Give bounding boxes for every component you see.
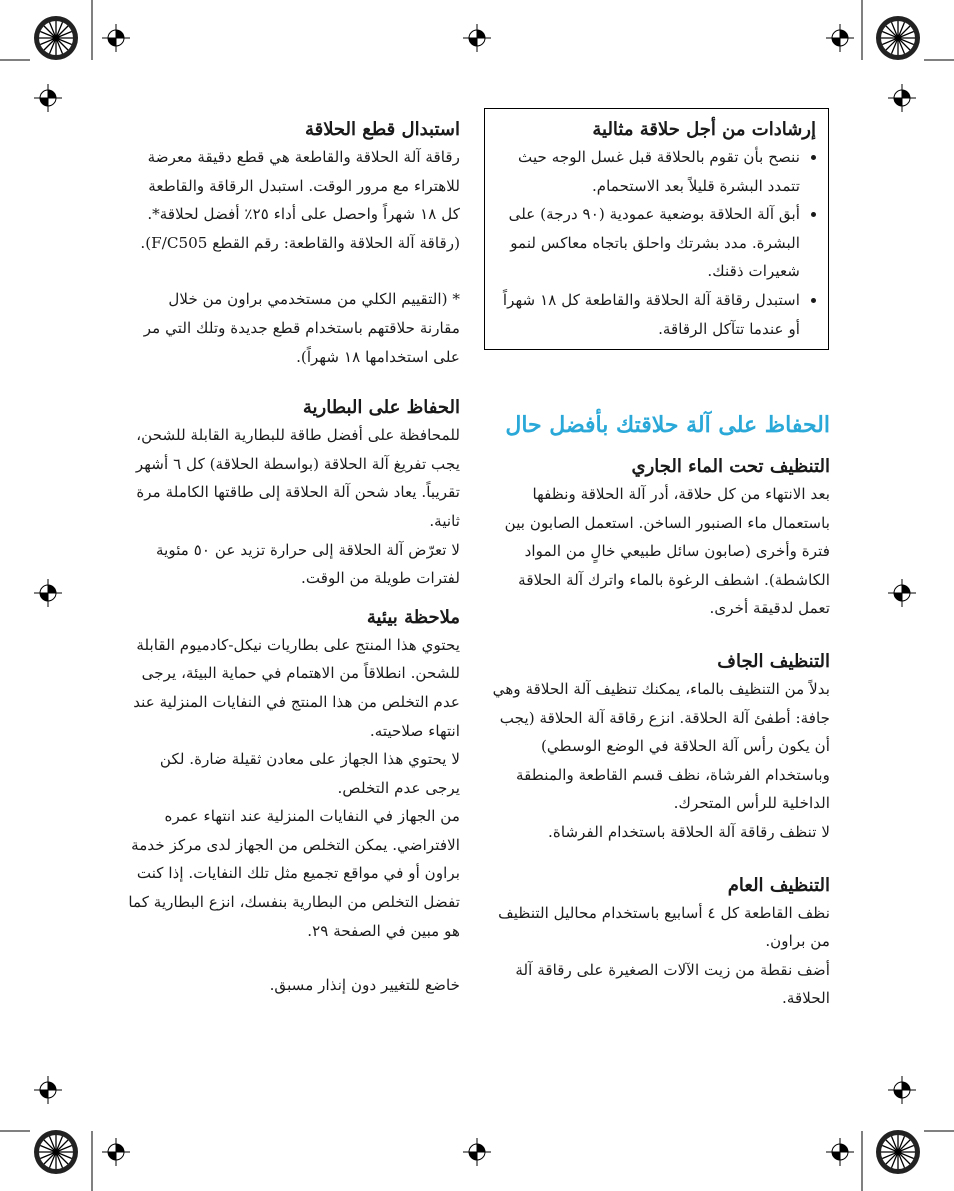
maintenance-section bbox=[486, 410, 830, 1013]
subject-to-change: خاضع للتغيير دون إنذار مسبق. bbox=[269, 976, 460, 995]
env-text-2: لا يحتوي هذا الجهاز على معادن ثقيلة ضارة. لكن يرجى عدم التخلص. bbox=[159, 750, 460, 797]
tip-item: • استبدل رقاقة آلة الحلاقة والقاطعة كل ١٨ شهراً أو عندما تتآكل الرقاقة. bbox=[499, 286, 800, 343]
footnote: * (التقييم الكلي من مستخدمي براون من خلال مقارنة حلاقتهم باستخدام قطع جديدة وتلك التي مر على استخدامها ١٨ شهراً). bbox=[143, 290, 460, 366]
general-cleaning-heading: التنظيف العام bbox=[727, 874, 830, 896]
replace-parts-text: رقاقة آلة الحلاقة والقاطعة هي قطع دقيقة معرضة للاهتراء مع مرور الوقت. استبدل الرقاقة والقاطعة كل ١٨ شهراً واحصل على أداء ٢٥٪ أفضل لحلاقة*. (رقاقة آلة الحلاقة والقاطعة: رقم القطع F/C505). bbox=[140, 148, 460, 252]
dry-cleaning-heading: التنظيف الجاف bbox=[717, 650, 830, 672]
replace-parts-heading: استبدال قطع الحلاقة bbox=[304, 119, 460, 140]
left-column bbox=[128, 117, 460, 1000]
general-cleaning-text-2: أضف نقطة من زيت الآلات الصغيرة على رقاقة آلة الحلاقة. bbox=[515, 960, 830, 1008]
running-water-heading: التنظيف تحت الماء الجاري bbox=[631, 456, 830, 477]
battery-heading: الحفاظ على البطارية bbox=[302, 397, 460, 419]
battery-text: للمحافظة على أفضل طاقة للبطارية القابلة للشحن، يجب تفريغ آلة الحلاقة (بواسطة الحلاقة) كل ٦ أشهر تقريباً. يعاد شحن آلة الحلاقة إلى طاقتها الكاملة مرة ثانية. bbox=[135, 426, 460, 530]
general-cleaning-text: نظف القاطعة كل ٤ أسابيع باستخدام محاليل التنظيف من براون. bbox=[498, 903, 830, 951]
env-heading: ملاحظة بيئية bbox=[366, 606, 460, 628]
dry-cleaning-note: لا تنظف رقاقة آلة الحلاقة باستخدام الفرشاة. bbox=[548, 822, 830, 841]
tips-list bbox=[499, 143, 816, 343]
tip-item: • أبق آلة الحلاقة بوضعية عمودية (٩٠ درجة) على البشرة. مدد بشرتك واحلق باتجاه معاكس لنمو شعيرات ذقنك. bbox=[499, 200, 800, 286]
dry-cleaning-text: بدلاً من التنظيف بالماء، يمكنك تنظيف آلة الحلاقة وهي جافة: أطفئ آلة الحلاقة. انزع رقاقة آلة الحلاقة (يجب أن يكون رأس آلة الحلاقة في الوضع الوسطي) وباستخدام الفرشاة، نظف قسم القاطعة والمنطقة الداخلية للرأس المتحرك. bbox=[492, 679, 830, 813]
main-title: الحفاظ على آلة حلاقتك بأفضل حال bbox=[505, 412, 830, 438]
env-text: يحتوي هذا المنتج على بطاريات نيكل-كادميوم القابلة للشحن. انطلاقاً من الاهتمام في حماية البيئة، يرجى عدم التخلص من هذا المنتج في النفايات المنزلية عند انتهاء صلاحيته. bbox=[133, 635, 460, 740]
tip-item: • ننصح بأن تقوم بالحلاقة قبل غسل الوجه حيث تتمدد البشرة قليلاً بعد الاستحمام. bbox=[499, 143, 800, 200]
env-text-3: من الجهاز في النفايات المنزلية عند انتهاء عمره الافتراضي. يمكن التخلص من الجهاز لدى مركز خدمة براون أو في مواقع تجميع مثل تلك النفايات. إذا كنت تفضل التخلص من البطارية بنفسك، انزع البطارية كما هو مبين في الصفحة ٢٩. bbox=[128, 807, 460, 940]
battery-text-2: لا تعرّض آلة الحلاقة إلى حرارة تزيد عن ٥٠ مئوية لفترات طويلة من الوقت. bbox=[156, 540, 460, 588]
tips-heading: إرشادات من أجل حلاقة مثالية bbox=[592, 119, 816, 140]
running-water-text: بعد الانتهاء من كل حلاقة، أدر آلة الحلاقة ونظفها باستعمال ماء الصنبور الساخن. استعمل الصابون بين فترة وأخرى (صابون سائل طبيعي خالٍ من المواد الكاشطة). اشطف الرغوة بالماء واترك آلة الحلاقة تعمل لدقيقة أخرى. bbox=[504, 485, 830, 618]
tips-box bbox=[484, 108, 829, 350]
